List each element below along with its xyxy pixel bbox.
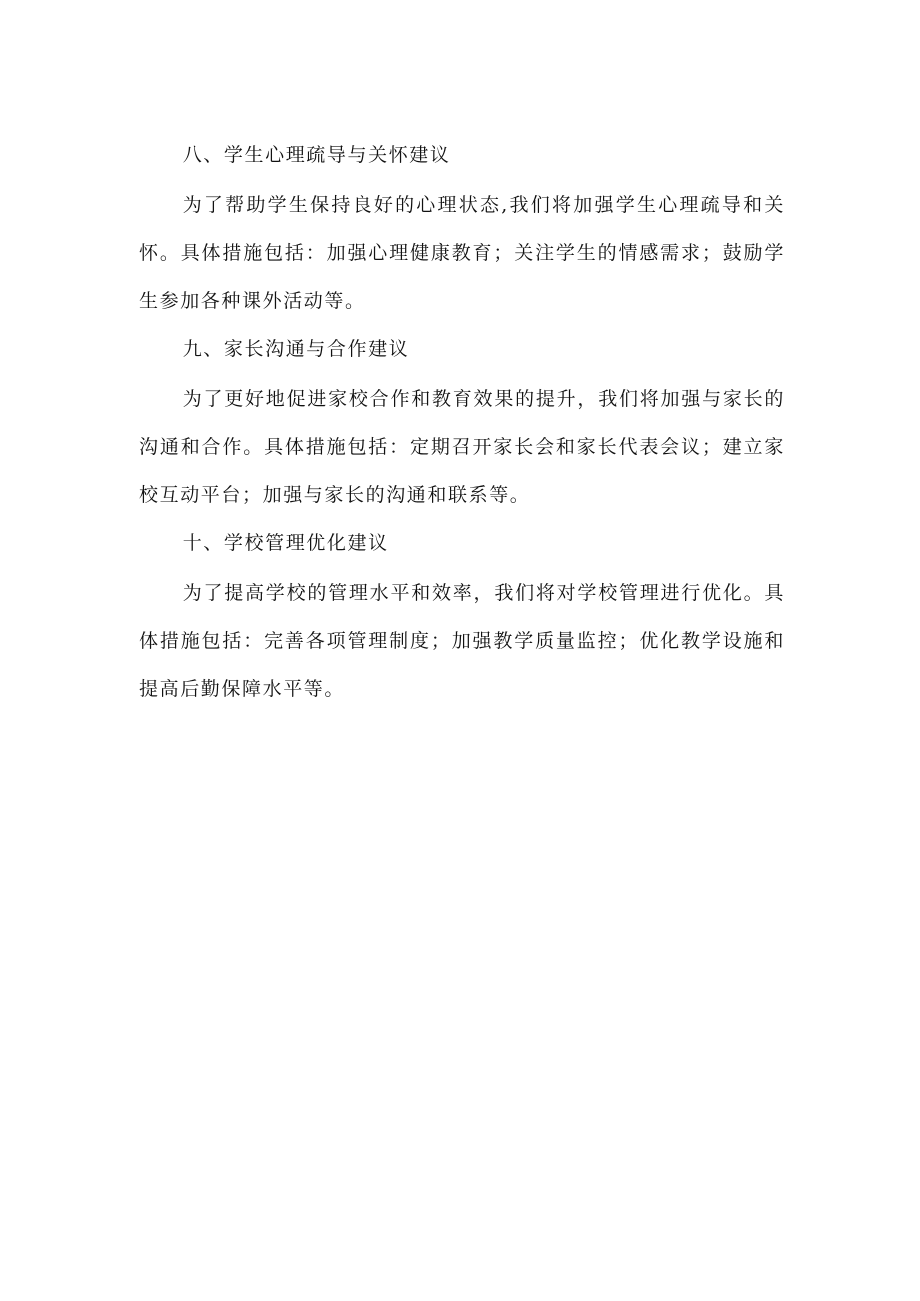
section-heading-8: 八、学生心理疏导与关怀建议 (182, 144, 451, 166)
section-heading-10: 十、学校管理优化建议 (182, 532, 389, 554)
section-body-9: 为了更好地促进家校合作和教育效果的提升，我们将加强与家长的沟通和合作。具体措施包括：定期召开家长会和家长代表会议；建立家校互动平台；加强与家长的沟通和联系等。 (139, 388, 785, 506)
section-body-10: 为了提高学校的管理水平和效率，我们将对学校管理进行优化。具体措施包括：完善各项管理制度；加强教学质量监控；优化教学设施和提高后勤保障水平等。 (139, 582, 785, 700)
section-body-8: 为了帮助学生保持良好的心理状态,我们将加强学生心理疏导和关怀。具体措施包括：加强心理健康教育；关注学生的情感需求；鼓励学生参加各种课外活动等。 (139, 194, 785, 312)
document-content (139, 131, 785, 713)
section-heading-9: 九、家长沟通与合作建议 (182, 338, 410, 360)
